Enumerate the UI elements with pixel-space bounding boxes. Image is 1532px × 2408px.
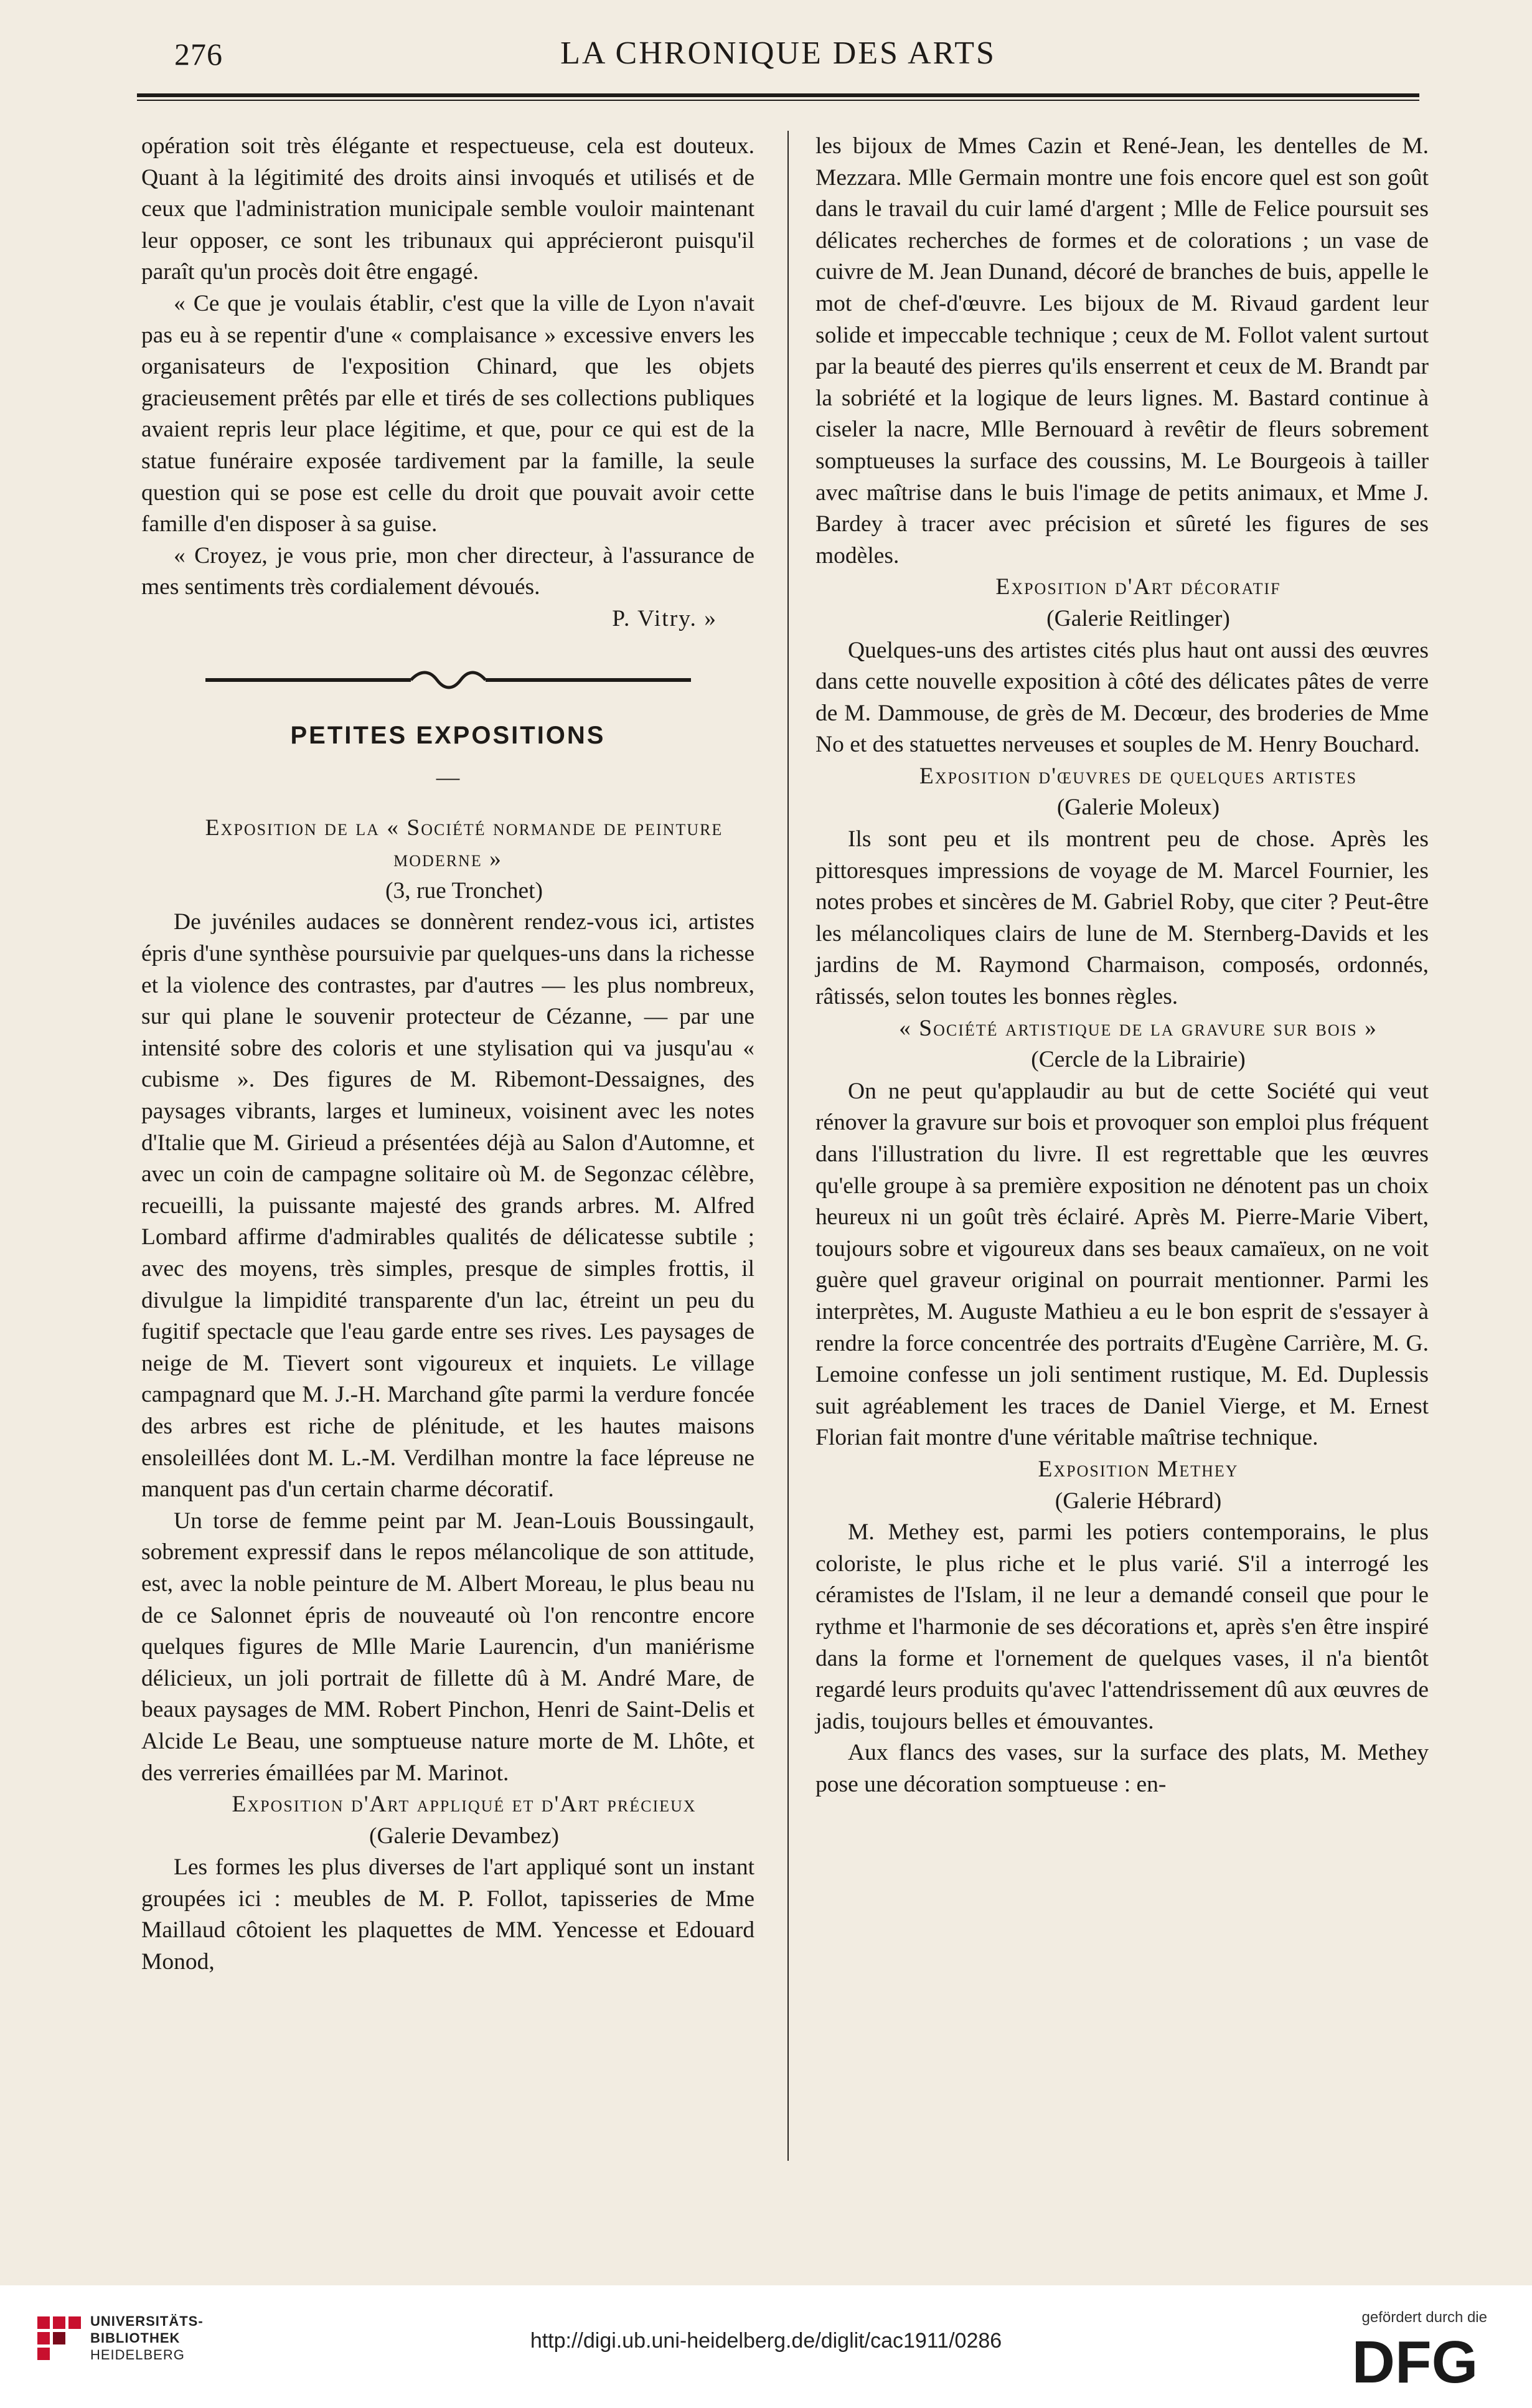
library-name-line: HEIDELBERG	[90, 2347, 185, 2363]
running-title: LA CHRONIQUE DES ARTS	[560, 35, 996, 71]
exhibition-paragraph: Les formes les plus diverses de l'art appliqué sont un instant groupées ici : meubles de M. P. Follot, tapisseries de Mme Maillaud côtoient les plaquettes de MM. Yencesse et Edouard Monod,	[141, 1854, 754, 1975]
dfg-logo-text: DFG	[1351, 2329, 1478, 2391]
page-header	[137, 31, 1419, 81]
page-number: 276	[174, 37, 223, 72]
column-divider	[787, 131, 789, 2161]
continuation-paragraph: les bijoux de Mmes Cazin et René-Jean, les dentelles de M. Mezzara. Mlle Germain montre une fois encore quel est son goût dans le travail du cuir lamé d'argent ; Mlle de Felice poursuit ses délicates recherches de formes et de colorations ; un vase de cuivre de M. Jean Dunand, décoré de branches de buis, appelle le mot de chef-d'œuvre. Les bijoux de M. Rivaud gardent leur solide et impeccable technique ; ceux de M. Follot valent surtout par la beauté des pierres qu'ils enserrent et ceux de M. Brandt par la sobriété et la logique de leurs lignes. M. Bastard continue à ciseler la nacre, Mlle Bernouard à revêtir de fleurs sobrement somptueuses la surface des coussins, M. Le Bourgeois à tailler avec maîtrise dans le buis l'image de petits animaux, et Mme J. Bardey à tracer avec précision et sûreté les figures de ses modèles.	[815, 133, 1429, 569]
digitization-footer	[0, 2285, 1532, 2408]
exhibition-venue: (3, rue Tronchet)	[385, 877, 543, 904]
library-name-line: UNIVERSITÄTS-	[90, 2313, 204, 2329]
exhibition-venue: (Galerie Hébrard)	[1055, 1488, 1222, 1514]
letter-paragraph: opération soit très élégante et respectueuse, cela est douteux. Quant à la légitimité des droits ainsi invoqués et utilisés et de ceux que l'administration municipale semble vouloir maintenant leur opposer, ce sont les tribunaux qui apprécieront puisqu'il paraît qu'un procès doit être engagé.	[141, 133, 754, 285]
header-rule	[137, 93, 1419, 97]
exhibition-venue: (Cercle de la Librairie)	[1031, 1047, 1246, 1073]
exhibition-paragraph: Ils sont peu et ils montrent peu de chose. Après les pittoresques impressions de voyage de M. Marcel Fournier, les notes probes et sincères de M. Gabriel Roby, que citer ? Peut-être les mélancoliques clairs de lune de M. Sternberg-Davids et les jardins de M. Raymond Charmaison, composés, ordonnés, râtissés, selon toutes les bonnes règles.	[815, 826, 1429, 1010]
section-dash: —	[436, 765, 460, 791]
ornamental-rule	[205, 668, 691, 692]
exhibition-title: Exposition Methey	[1038, 1456, 1239, 1482]
permalink-url[interactable]: http://digi.ub.uni-heidelberg.de/diglit/cac1911/0286	[530, 2329, 1002, 2353]
letter-paragraph: « Ce que je voulais établir, c'est que la ville de Lyon n'avait pas eu à se repentir d'une « complaisance » excessive envers les organisateurs de l'exposition Chinard, que les objets gracieusement prêtés par elle et tirés de ses collections publiques avaient repris leur place légitime, et que, pour ce qui est de la statue funéraire exposée tardivement par la famille, la seule question qui se pose est celle du droit que pouvait avoir cette famille d'en disposer à sa guise.	[141, 290, 754, 537]
left-column	[141, 131, 754, 1978]
exhibition-paragraph: M. Methey est, parmi les potiers contemporains, le plus coloriste, le plus riche et le plus varié. S'il a interrogé les céramistes de l'Islam, il ne leur a demandé conseil que pour le rythme et l'harmonie de ses décorations et, après s'en être inspiré dans la forme et l'ornement de quelques vases, il n'a bientôt regardé leurs produits qu'avec l'attendrissement dû aux œuvres de jadis, toujours belles et émouvantes.	[815, 1519, 1429, 1734]
letter-signature: P. Vitry. »	[612, 605, 717, 631]
library-name-line: BIBLIOTHEK	[90, 2330, 181, 2346]
exhibition-title: Exposition d'œuvres de quelques artistes	[919, 763, 1358, 789]
exhibition-title: Exposition de la « Société normande de peinture moderne »	[205, 814, 723, 872]
exhibition-paragraph: On ne peut qu'applaudir au but de cette Société qui veut rénover la gravure sur bois et provoquer son emploi plus fréquent dans l'illustration du livre. Il est regrettable que les œuvres qu'elle groupe à sa première exposition ne dénotent pas un choix heureux ni un goût très éclairé. Après M. Pierre-Marie Vibert, toujours sobre et vigoureux dans ses beaux camaïeux, on ne voit guère quel graveur original on pourrait mentionner. Parmi les interprètes, M. Auguste Mathieu a eu le bon esprit de s'essayer à rendre la force concentrée des portraits d'Eugène Carrière, M. G. Lemoine confesse un joli sentiment rustique, M. Ed. Duplessis suit agréablement les traces de Daniel Vierge, et M. Ernest Florian fait montre d'une véritable maîtrise technique.	[815, 1078, 1429, 1451]
exhibition-paragraph: Un torse de femme peint par M. Jean-Louis Boussingault, sobrement expressif dans le repos mélancolique de son attitude, est, avec la noble peinture de M. Albert Moreau, le plus beau nu de ce Salonnet épris de nouveauté où l'on rencontre encore quelques figures de Mlle Marie Laurencin, d'un maniérisme délicieux, un joli portrait de fillette dû à M. André Mare, de beaux paysages de MM. Robert Pinchon, Henri de Saint-Delis et Alcide Le Beau, une somptueuse nature morte de M. Lhôte, et des verreries émaillées par M. Marinot.	[141, 1508, 754, 1786]
right-column	[815, 131, 1429, 1800]
header-rule-thin	[137, 100, 1419, 101]
exhibition-venue: (Galerie Reitlinger)	[1046, 605, 1230, 631]
exhibition-paragraph: Quelques-uns des artistes cités plus haut ont aussi des œuvres dans cette nouvelle exposition à côté des délicates pâtes de verre de M. Dammouse, de grès de M. Decœur, des broderies de Mme No et des statuettes nerveuses et souples de M. Henry Bouchard.	[815, 637, 1429, 758]
exhibition-paragraph: De juvéniles audaces se donnèrent rendez-vous ici, artistes épris d'une synthèse poursuivie par quelques-uns dans la richesse et la violence des contrastes, par d'autres — les plus nombreux, sur qui plane le souvenir protecteur de Cézanne, — par une intensité sobre des coloris et une stylisation qui va jusqu'au « cubisme ». Des figures de M. Ribemont-Dessaignes, des paysages vibrants, larges et lumineux, voisinent avec les notes d'Italie que M. Girieud a présentées déjà au Salon d'Automne, et avec un coin de campagne solitaire où M. de Segonzac célèbre, recueilli, la puissante majesté des grands arbres. M. Alfred Lombard affirme d'admirables qualités de délicatesse subtile ; avec des moyens, très simples, presque de simples frottis, il divulgue la limpidité transparente d'un lac, étreint un peu du fugitif spectacle que l'eau garde entre ses rives. Les paysages de neige de M. Tievert sont vigoureux et inquiets. Le village campagnard que M. J.-H. Marchand gîte parmi la verdure foncée des arbres est riche de plénitude, et les hautes maisons ensoleillées dont M. L.-M. Verdilhan montre la face lépreuse ne manquent pas d'un certain charme décoratif.	[141, 909, 754, 1503]
letter-paragraph: « Croyez, je vous prie, mon cher directeur, à l'assurance de mes sentiments très cordialement dévoués.	[141, 542, 754, 600]
exhibition-venue: (Galerie Devambez)	[369, 1823, 560, 1849]
funder-caption: gefördert durch die	[1361, 2309, 1487, 2326]
exhibition-title: Exposition d'Art appliqué et d'Art précieux	[232, 1792, 697, 1818]
exhibition-venue: (Galerie Moleux)	[1056, 795, 1220, 821]
section-title: PETITES EXPOSITIONS	[290, 721, 606, 749]
exhibition-title: « Société artistique de la gravure sur bois »	[899, 1015, 1378, 1041]
exhibition-title: Exposition d'Art décoratif	[995, 574, 1281, 600]
dfg-logo-icon	[1340, 2329, 1490, 2391]
exhibition-paragraph: Aux flancs des vases, sur la surface des plats, M. Methey pose une décoration somptueuse : en-	[815, 1740, 1429, 1797]
